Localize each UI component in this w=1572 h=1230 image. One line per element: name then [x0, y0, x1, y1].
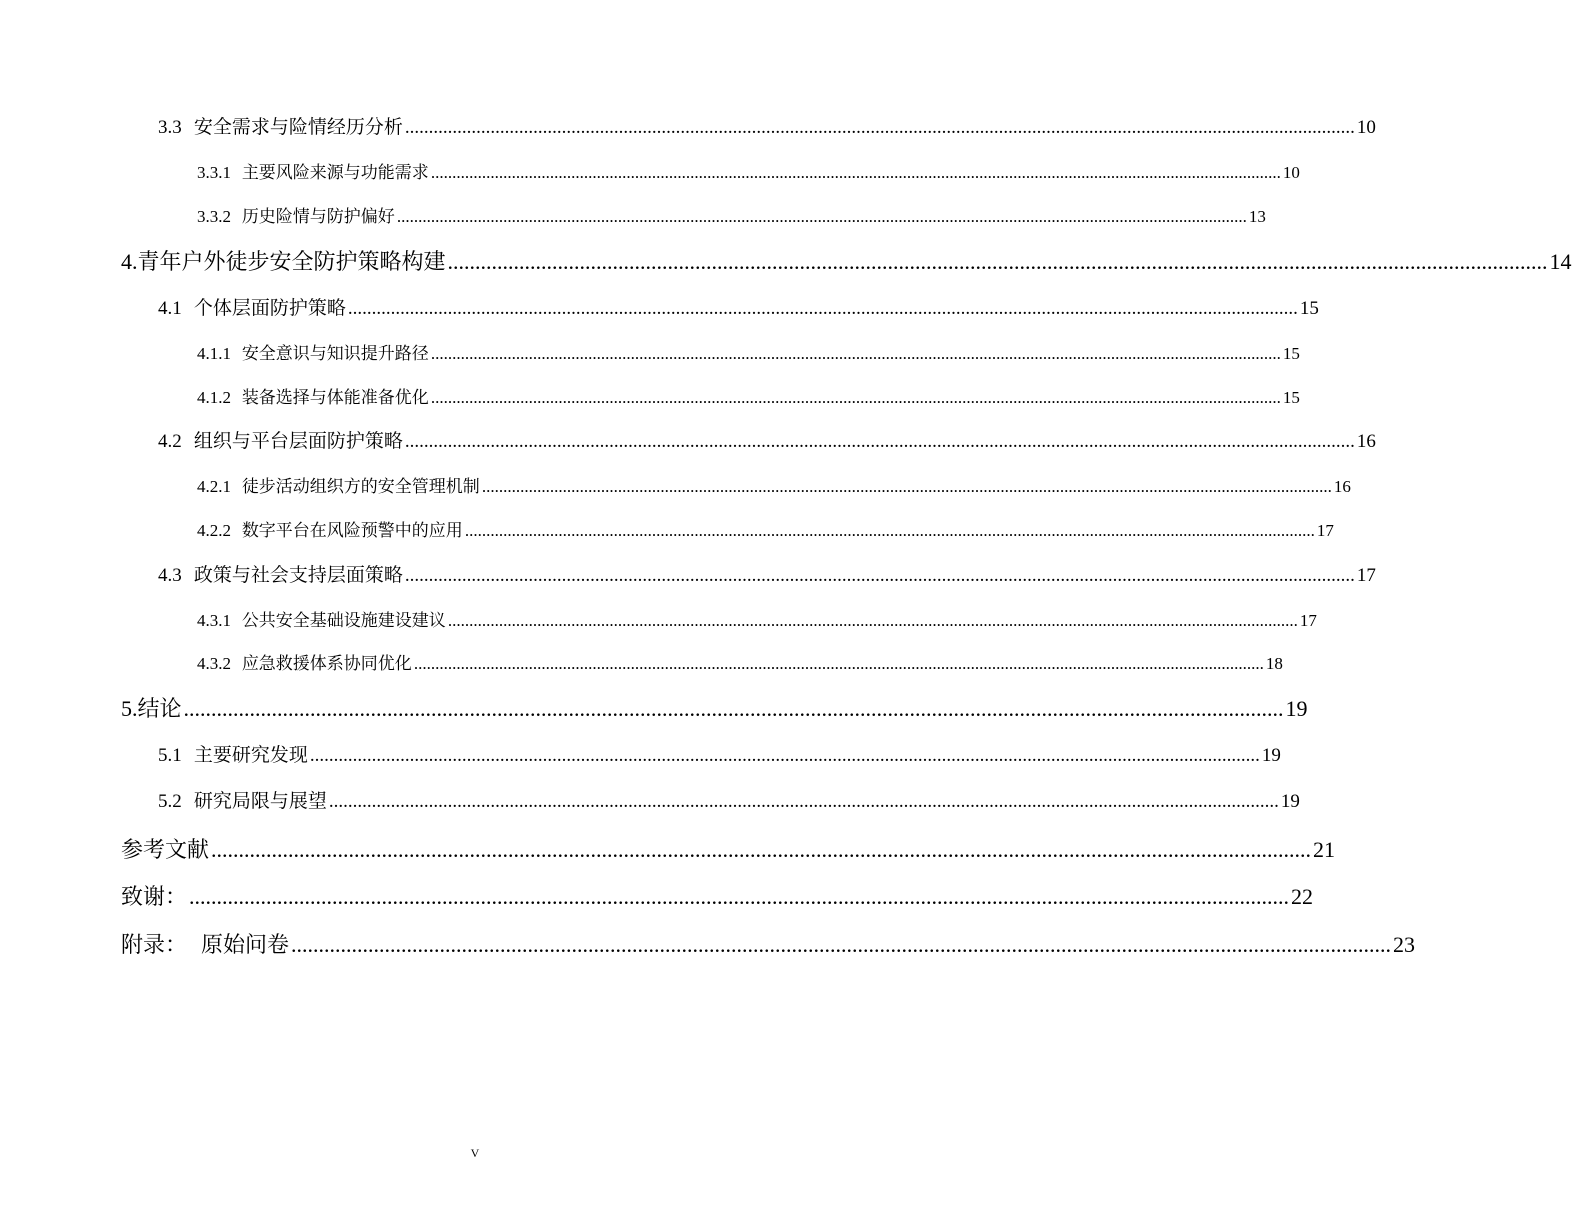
toc-dot-leader: ........................................................................................................................................................................................................: [396, 207, 1247, 226]
toc-entry-title: 公共安全基础设施建设建议: [241, 611, 446, 631]
toc-dot-leader: ........................................................................................................................................................................................................: [211, 837, 1312, 862]
toc-entry-title: 政策与社会支持层面策略: [193, 564, 403, 586]
toc-page-number: 23: [1393, 932, 1415, 957]
toc-entry-references[interactable]: [121, 833, 1336, 864]
toc-entry-4-3[interactable]: [158, 560, 1376, 587]
toc-entry-3-3[interactable]: [158, 112, 1376, 139]
toc-entry-number: 3.3: [158, 117, 182, 138]
toc-page-number: 19: [1285, 696, 1308, 721]
toc-entry-4-2-1[interactable]: [197, 472, 1351, 497]
toc-page-number: 19: [1261, 745, 1281, 766]
toc-dot-leader: ........................................................................................................................................................................................................: [291, 932, 1391, 957]
toc-page-number: 10: [1282, 163, 1300, 182]
toc-entry-number: 3.3.1: [197, 163, 231, 182]
toc-dot-leader: ........................................................................................................................................................................................................: [430, 344, 1281, 363]
toc-entry-number: 5.: [121, 696, 138, 721]
toc-dot-leader: ........................................................................................................................................................................................................: [189, 884, 1290, 909]
toc-entry-4-3-2[interactable]: [197, 649, 1283, 674]
toc-dot-leader: ........................................................................................................................................................................................................: [404, 431, 1355, 452]
toc-entry-4[interactable]: [121, 245, 1572, 276]
toc-dot-leader: ........................................................................................................................................................................................................: [481, 477, 1332, 496]
toc-entry-title: 数字平台在风险预警中的应用: [241, 521, 463, 541]
toc-page-number: 14: [1549, 249, 1572, 274]
toc-entry-title: 安全意识与知识提升路径: [241, 344, 429, 364]
toc-page-number: 19: [1280, 791, 1300, 812]
toc-entry-title: 历史险情与防护偏好: [241, 207, 395, 227]
toc-entry-acknowledgements[interactable]: [121, 880, 1314, 911]
toc-entry-number: 4.2.1: [197, 477, 231, 496]
toc-entry-title: 个体层面防护策略: [193, 297, 346, 319]
toc-entry-appendix[interactable]: [121, 928, 1415, 959]
toc-page-number: 15: [1282, 388, 1300, 407]
toc-page-number: 10: [1356, 117, 1376, 138]
toc-entry-4-1[interactable]: [158, 293, 1319, 320]
toc-dot-leader: ........................................................................................................................................................................................................: [430, 388, 1281, 407]
toc-entry-4-2-2[interactable]: [197, 516, 1334, 541]
toc-entry-number: 4.: [121, 249, 138, 274]
toc-dot-leader: ........................................................................................................................................................................................................: [309, 745, 1260, 766]
toc-entry-title: 结论: [137, 697, 182, 722]
toc-entry-title: 装备选择与体能准备优化: [241, 388, 429, 408]
toc-page-number: 16: [1356, 431, 1376, 452]
toc-dot-leader: ........................................................................................................................................................................................................: [413, 654, 1264, 673]
toc-entry-number: 4.3.2: [197, 654, 231, 673]
toc-entry-4-1-2[interactable]: [197, 383, 1300, 408]
toc-page-number: 15: [1299, 298, 1319, 319]
toc-dot-leader: ........................................................................................................................................................................................................: [347, 298, 1298, 319]
toc-page-number: 17: [1299, 611, 1317, 630]
toc-entry-4-1-1[interactable]: [197, 339, 1300, 364]
toc-entry-title: 致谢：: [121, 885, 188, 910]
page-footer-number: V: [470, 1146, 480, 1160]
toc-entry-number: 5.1: [158, 745, 182, 766]
toc-page-number: 21: [1313, 837, 1336, 862]
toc-dot-leader: ........................................................................................................................................................................................................: [183, 696, 1284, 721]
toc-page-number: 17: [1356, 565, 1376, 586]
toc-dot-leader: ........................................................................................................................................................................................................: [404, 565, 1355, 586]
toc-entry-4-3-1[interactable]: [197, 606, 1317, 631]
toc-dot-leader: ........................................................................................................................................................................................................: [447, 249, 1548, 274]
toc-entry-5[interactable]: [121, 692, 1308, 723]
toc-entry-number: 4.1: [158, 298, 182, 319]
toc-entry-3-3-1[interactable]: [197, 158, 1300, 183]
toc-entry-4-2[interactable]: [158, 426, 1376, 453]
toc-entry-number: 4.1.2: [197, 388, 231, 407]
toc-entry-number: 4.3.1: [197, 611, 231, 630]
toc-entry-number: 4.2.2: [197, 521, 231, 540]
toc-page-number: 16: [1333, 477, 1351, 496]
toc-entry-title: 研究局限与展望: [193, 790, 327, 812]
toc-entry-5-2[interactable]: [158, 786, 1300, 813]
toc-dot-leader: ........................................................................................................................................................................................................: [464, 521, 1315, 540]
toc-dot-leader: ........................................................................................................................................................................................................: [328, 791, 1279, 812]
toc-entry-title: 参考文献: [121, 838, 210, 863]
toc-page-number: 13: [1248, 207, 1266, 226]
toc-entry-title: 应急救援体系协同优化: [241, 654, 412, 674]
toc-dot-leader: ........................................................................................................................................................................................................: [447, 611, 1298, 630]
toc-entry-number: 5.2: [158, 791, 182, 812]
toc-entry-title: 安全需求与险情经历分析: [193, 116, 403, 138]
toc-page-number: 17: [1316, 521, 1334, 540]
toc-page-number: 22: [1291, 884, 1314, 909]
toc-entry-title: 组织与平台层面防护策略: [193, 430, 403, 452]
toc-entry-5-1[interactable]: [158, 740, 1281, 767]
toc-entry-title: 徒步活动组织方的安全管理机制: [241, 477, 480, 497]
toc-page-number: 18: [1265, 654, 1283, 673]
toc-entry-title: 附录： 原始问卷: [121, 933, 289, 958]
toc-entry-title: 青年户外徒步安全防护策略构建: [137, 250, 446, 275]
toc-entry-number: 3.3.2: [197, 207, 231, 226]
toc-dot-leader: ........................................................................................................................................................................................................: [430, 163, 1281, 182]
toc-entry-title: 主要研究发现: [193, 744, 308, 766]
toc-entry-number: 4.2: [158, 431, 182, 452]
toc-entry-title: 主要风险来源与功能需求: [241, 163, 429, 183]
toc-entry-number: 4.3: [158, 565, 182, 586]
toc-entry-3-3-2[interactable]: [197, 202, 1266, 227]
toc-page-number: 15: [1282, 344, 1300, 363]
toc-dot-leader: ........................................................................................................................................................................................................: [404, 117, 1355, 138]
toc-entry-number: 4.1.1: [197, 344, 231, 363]
